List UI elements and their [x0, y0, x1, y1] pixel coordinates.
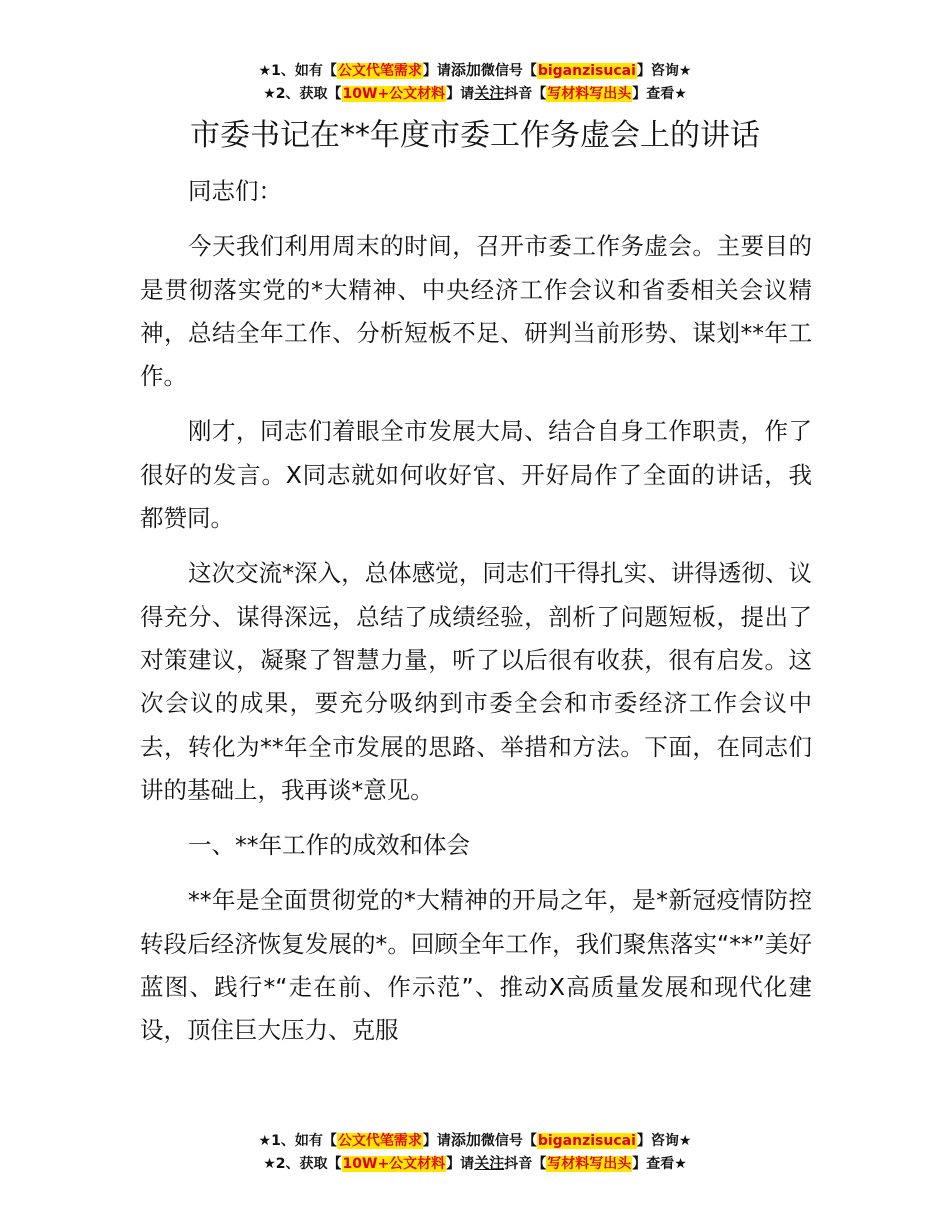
banner-text: 】请	[446, 86, 475, 102]
banner-highlight-douyin-account: 写材料写出头	[547, 1156, 632, 1172]
banner-text: 】咨询★	[636, 1133, 692, 1149]
banner-line-2	[0, 1152, 950, 1175]
body-paragraph: 刚才，同志们着眼全市发展大局、结合自身工作职责，作了很好的发言。X同志就如何收好官、开好局作了全面的讲话，我都赞同。	[140, 417, 812, 533]
banner-highlight-wechat-id: biganzisucai	[537, 1133, 636, 1149]
banner-text: 】请	[422, 63, 451, 79]
banner-highlight-service: 公文代笔需求	[337, 1133, 422, 1149]
banner-highlight-materials: 10W+公文材料	[342, 1156, 446, 1172]
section-heading: 一、**年工作的成效和体会	[188, 831, 470, 860]
body-paragraph: 这次交流*深入，总体感觉，同志们干得扎实、讲得透彻、议得充分、谋得深远，总结了成绩经验，剖析了问题短板，提出了对策建议，凝聚了智慧力量，听了以后很有收获，很有启发。这次会议的成果，要充分吸纳到市委全会和市委经济工作会议中去，转化为**年全市发展的思路、举措和方法。下面，在同志们讲的基础上，我再谈*意见。	[140, 559, 812, 804]
banner-text: 】查看★	[632, 86, 687, 102]
banner-highlight-materials: 10W+公文材料	[342, 86, 446, 102]
banner-highlight-service: 公文代笔需求	[337, 63, 422, 79]
document-title: 市委书记在**年度市委工作务虚会上的讲话	[190, 118, 760, 153]
banner-text: 抖音【	[504, 1156, 547, 1172]
banner-text: 微信号【	[480, 63, 537, 79]
banner-text: ★2、获取【	[263, 86, 342, 102]
body-paragraph: 今天我们利用周末的时间，召开市委工作务虚会。主要目的是贯彻落实党的*大精神、中央经济工作会议和省委相关会议精神，总结全年工作、分析短板不足、研判当前形势、谋划**年工作。	[140, 232, 812, 391]
banner-emphasis-add: 添加	[450, 1131, 481, 1149]
banner-line-1	[0, 1129, 950, 1152]
banner-text: 微信号【	[480, 1133, 537, 1149]
footer-banner	[0, 1129, 950, 1175]
banner-line-1	[0, 59, 950, 82]
banner-emphasis-follow: 关注	[474, 1154, 505, 1172]
banner-text: ★1、如有【	[258, 1133, 337, 1149]
banner-emphasis-follow: 关注	[474, 84, 505, 102]
banner-text: 】请	[422, 1133, 451, 1149]
banner-text: 抖音【	[504, 86, 547, 102]
document-body	[140, 170, 812, 1053]
banner-text: ★1、如有【	[258, 63, 337, 79]
banner-text: ★2、获取【	[263, 1156, 342, 1172]
banner-line-2	[0, 82, 950, 105]
banner-text: 】请	[446, 1156, 475, 1172]
body-paragraph: **年是全面贯彻党的*大精神的开局之年，是*新冠疫情防控转段后经济恢复发展的*。回顾全年工作，我们聚焦落实“**”美好蓝图、践行*“走在前、作示范”、推动X高质量发展和现代化建设，顶住巨大压力、克服	[140, 886, 812, 1045]
banner-emphasis-add: 添加	[450, 61, 481, 79]
header-banner	[0, 59, 950, 105]
banner-text: 】咨询★	[636, 63, 692, 79]
banner-highlight-wechat-id: biganzisucai	[537, 63, 636, 79]
salutation: 同志们：	[188, 177, 282, 205]
banner-highlight-douyin-account: 写材料写出头	[547, 86, 632, 102]
banner-text: 】查看★	[632, 1156, 687, 1172]
